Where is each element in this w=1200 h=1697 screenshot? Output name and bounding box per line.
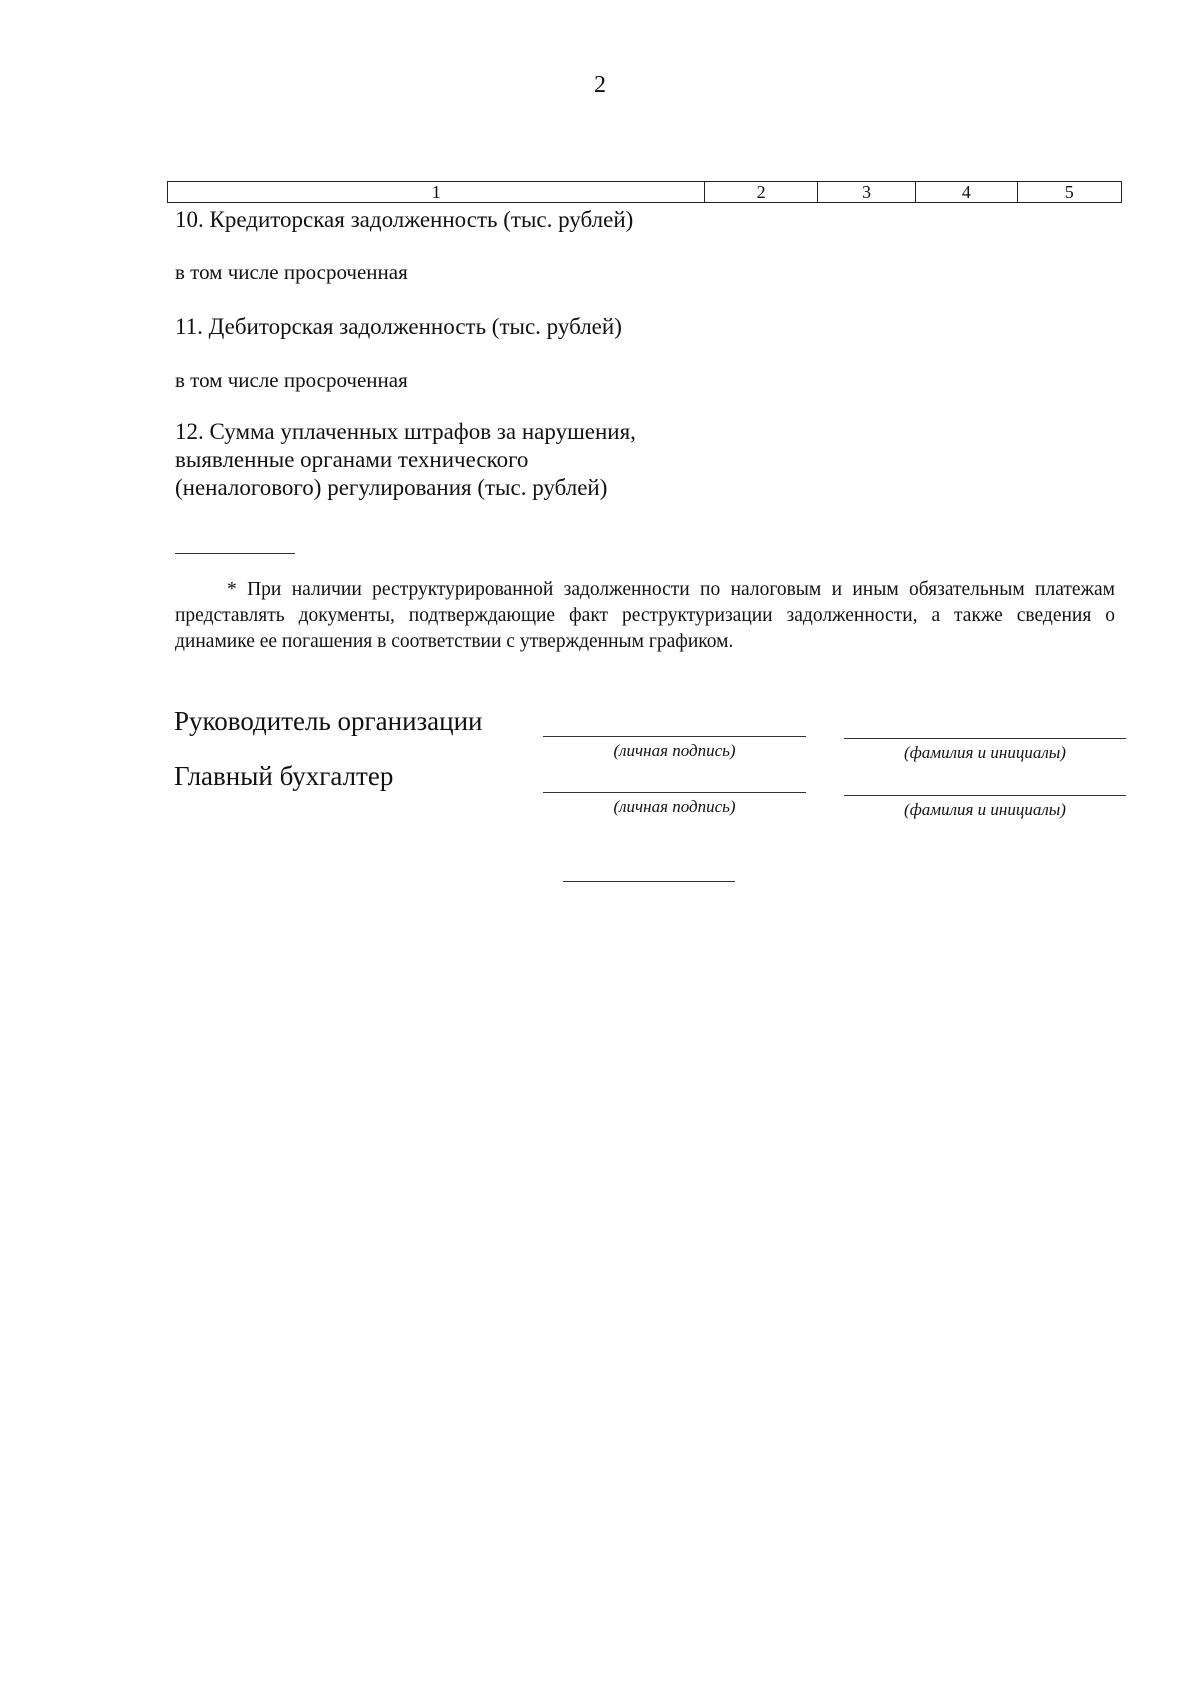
accountant-name-line <box>844 795 1126 796</box>
accountant-name-caption: (фамилия и инициалы) <box>904 800 1066 819</box>
row-label-12-fines-line-2: выявленные органами технического <box>175 447 529 472</box>
column-number-5: 5 <box>1017 182 1121 203</box>
footnote-separator <box>175 553 295 554</box>
row-label-10-accounts-payable: 10. Кредиторская задолженность (тыс. рублей) <box>175 207 634 232</box>
page-number: 2 <box>594 72 606 98</box>
signature-role-chief-accountant: Главный бухгалтер <box>174 761 394 791</box>
director-signature-line <box>543 736 806 737</box>
end-of-document-rule <box>563 881 735 882</box>
signature-role-director: Руководитель организации <box>174 706 483 736</box>
director-signature-caption: (личная подпись) <box>613 741 736 760</box>
column-number-2: 2 <box>705 182 817 203</box>
column-number-1: 1 <box>168 182 705 203</box>
footnote-text: * При наличии реструктурированной задолженности по налоговым и иным обязательным платежам представлять документы, подтверждающие факт реструктуризации задолженности, а также сведения о динамике ее погашения в соответствии с утвержденным графиком. <box>175 579 1115 652</box>
column-number-header <box>167 181 1122 203</box>
accountant-signature-caption: (личная подпись) <box>613 797 736 816</box>
accountant-signature-line <box>543 792 806 793</box>
column-number-4: 4 <box>916 182 1017 203</box>
row-label-11-accounts-receivable: 11. Дебиторская задолженность (тыс. рублей) <box>175 314 622 339</box>
row-label-12-fines-line-1: 12. Сумма уплаченных штрафов за нарушения, <box>175 419 636 444</box>
director-name-line <box>844 738 1126 739</box>
director-name-caption: (фамилия и инициалы) <box>904 743 1066 762</box>
row-label-10-overdue: в том числе просроченная <box>175 260 408 284</box>
row-label-11-overdue: в том числе просроченная <box>175 368 408 392</box>
row-label-12-fines-line-3: (неналогового) регулирования (тыс. рублей) <box>175 475 608 500</box>
footnote <box>175 577 1115 655</box>
column-number-3: 3 <box>817 182 915 203</box>
